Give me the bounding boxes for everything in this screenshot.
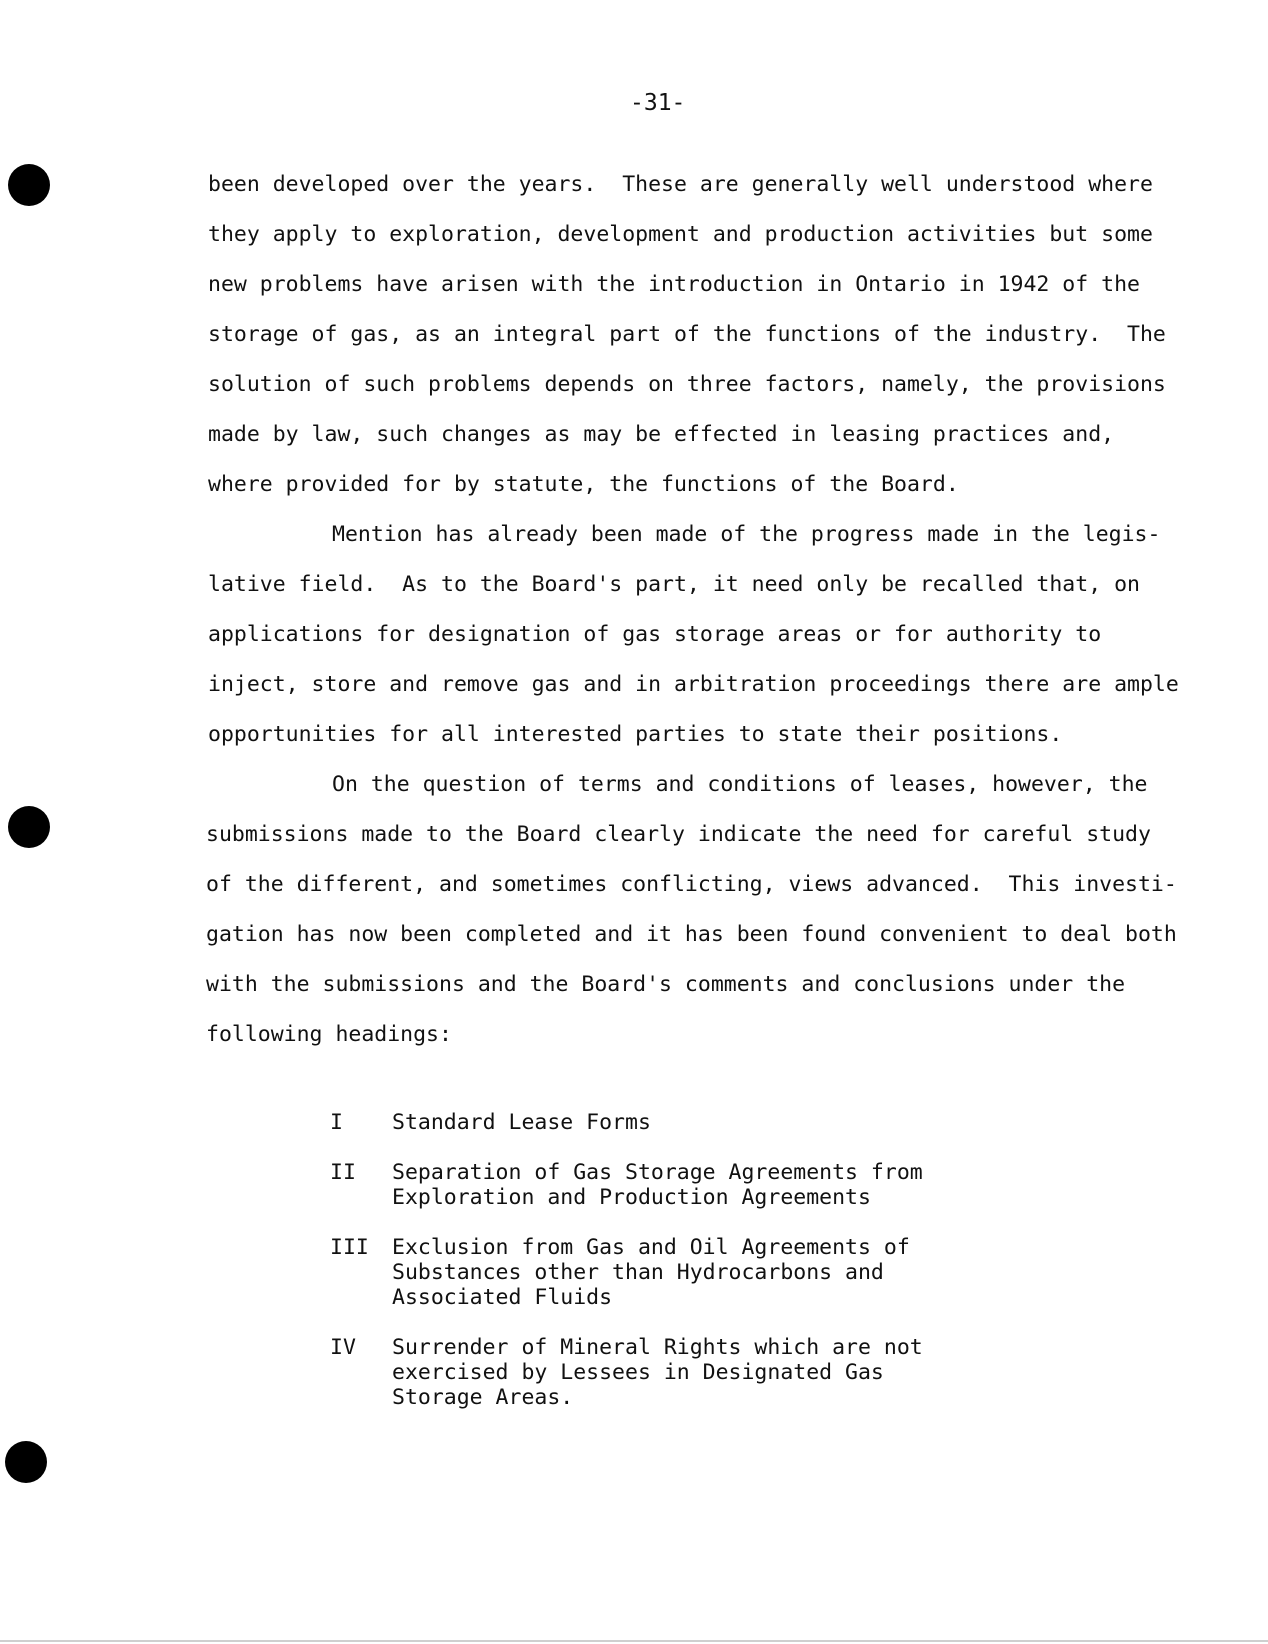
text-line: On the question of terms and conditions of leases, however, the (332, 772, 1148, 797)
text-line: storage of gas, as an integral part of the functions of the industry. The (208, 322, 1166, 347)
heading-text: Separation of Gas Storage Agreements from Exploration and Production Agreements (392, 1160, 923, 1210)
text-line: made by law, such changes as may be effected in leasing practices and, (208, 422, 1115, 447)
scan-edge (0, 1640, 1268, 1642)
punch-hole (5, 1441, 47, 1483)
text-line: following headings: (206, 1022, 452, 1047)
heading-text: Standard Lease Forms (392, 1110, 651, 1135)
punch-hole (8, 806, 50, 848)
text-line: of the different, and sometimes conflicting, views advanced. This investi- (206, 872, 1177, 897)
heading-numeral: III (330, 1235, 369, 1260)
heading-numeral: IV (330, 1335, 356, 1360)
text-line: gation has now been completed and it has been found convenient to deal both (206, 922, 1177, 947)
punch-hole (8, 164, 50, 206)
text-line: solution of such problems depends on three factors, namely, the provisions (208, 372, 1166, 397)
heading-numeral: I (330, 1110, 343, 1135)
text-line: they apply to exploration, development and production activities but some (208, 222, 1153, 247)
text-line: Mention has already been made of the progress made in the legis- (332, 522, 1161, 547)
text-line: new problems have arisen with the introduction in Ontario in 1942 of the (208, 272, 1140, 297)
text-line: submissions made to the Board clearly indicate the need for careful study (206, 822, 1151, 847)
heading-text: Exclusion from Gas and Oil Agreements of Substances other than Hydrocarbons and Associated Fluids (392, 1235, 910, 1310)
text-line: been developed over the years. These are generally well understood where (208, 172, 1153, 197)
text-line: lative field. As to the Board's part, it need only be recalled that, on (208, 572, 1140, 597)
heading-numeral: II (330, 1160, 356, 1185)
page-number: -31- (630, 90, 686, 116)
text-line: applications for designation of gas storage areas or for authority to (208, 622, 1102, 647)
text-line: with the submissions and the Board's comments and conclusions under the (206, 972, 1126, 997)
heading-text: Surrender of Mineral Rights which are not exercised by Lessees in Designated Gas Storage Areas. (392, 1335, 923, 1410)
text-line: inject, store and remove gas and in arbitration proceedings there are ample (208, 672, 1179, 697)
text-line: opportunities for all interested parties to state their positions. (208, 722, 1063, 747)
text-line: where provided for by statute, the functions of the Board. (208, 472, 959, 497)
